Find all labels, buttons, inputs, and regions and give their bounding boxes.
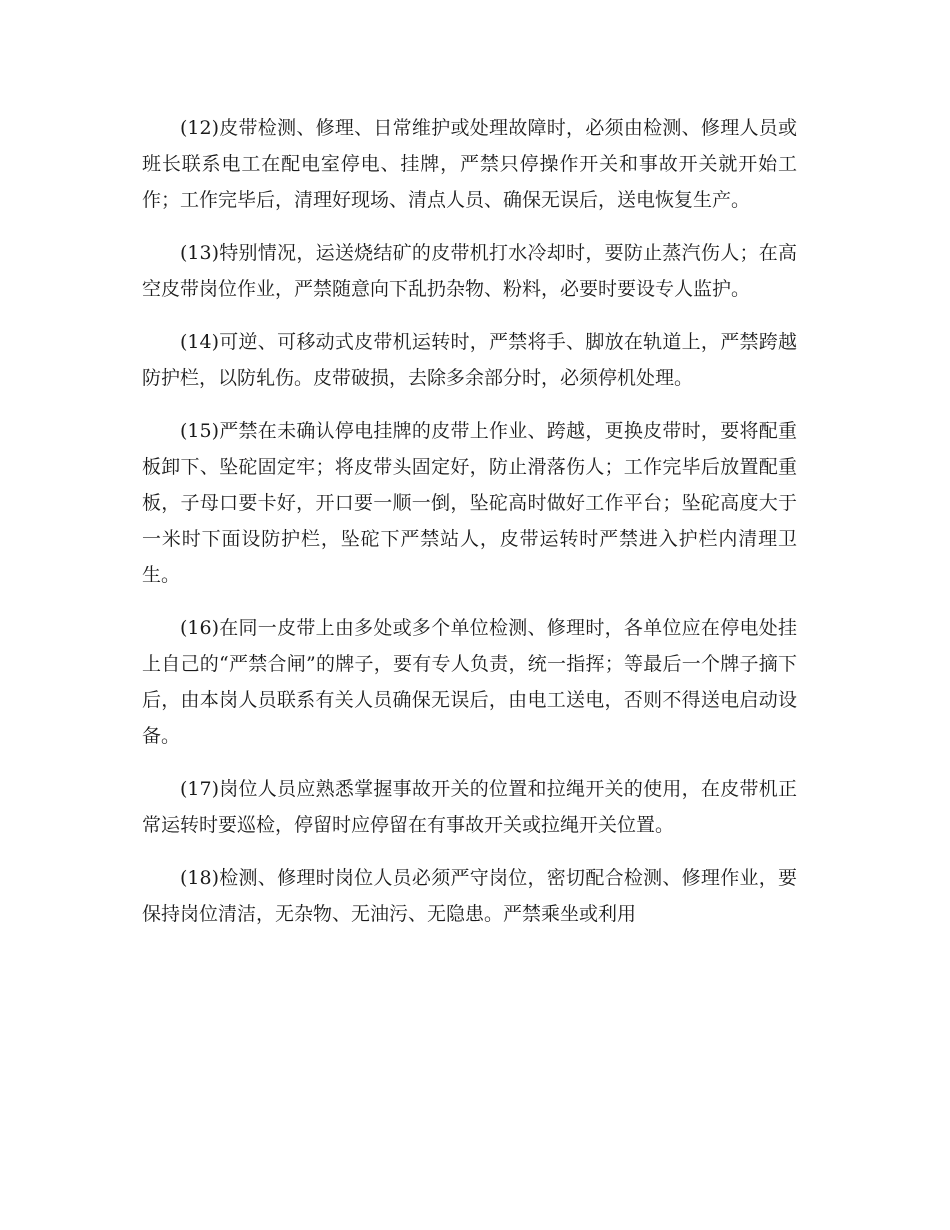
paragraph-13: (13)特别情况，运送烧结矿的皮带机打水冷却时，要防止蒸汽伤人；在高空皮带岗位作业，严禁随意向下乱扔杂物、粉料，必要时要设专人监护。 — [142, 242, 797, 300]
paragraph-15: (15)严禁在未确认停电挂牌的皮带上作业、跨越，更换皮带时，要将配重板卸下、坠砣固定牢；将皮带头固定好，防止滑落伤人；工作完毕后放置配重板，子母口要卡好，开口要一顺一倒，坠砣高时做好工作平台；坠砣高度大于一米时下面设防护栏，坠砣下严禁站人，皮带运转时严禁进入护栏内清理卫生。 — [142, 420, 797, 586]
paragraph-12: (12)皮带检测、修理、日常维护或处理故障时，必须由检测、修理人员或班长联系电工在配电室停电、挂牌，严禁只停操作开关和事故开关就开始工作；工作完毕后，清理好现场、清点人员、确保无误后，送电恢复生产。 — [142, 117, 797, 211]
paragraph-18: (18)检测、修理时岗位人员必须严守岗位，密切配合检测、修理作业，要保持岗位清洁，无杂物、无油污、无隐患。严禁乘坐或利用 — [142, 867, 797, 925]
document-body — [142, 110, 797, 949]
paragraph-14: (14)可逆、可移动式皮带机运转时，严禁将手、脚放在轨道上，严禁跨越防护栏，以防轧伤。皮带破损，去除多余部分时，必须停机处理。 — [142, 331, 797, 389]
paragraph-17: (17)岗位人员应熟悉掌握事故开关的位置和拉绳开关的使用，在皮带机正常运转时要巡检，停留时应停留在有事故开关或拉绳开关位置。 — [142, 778, 797, 836]
paragraph-16: (16)在同一皮带上由多处或多个单位检测、修理时，各单位应在停电处挂上自己的“严禁合闸”的牌子，要有专人负责，统一指挥；等最后一个牌子摘下后，由本岗人员联系有关人员确保无误后，由电工送电，否则不得送电启动设备。 — [142, 617, 797, 747]
